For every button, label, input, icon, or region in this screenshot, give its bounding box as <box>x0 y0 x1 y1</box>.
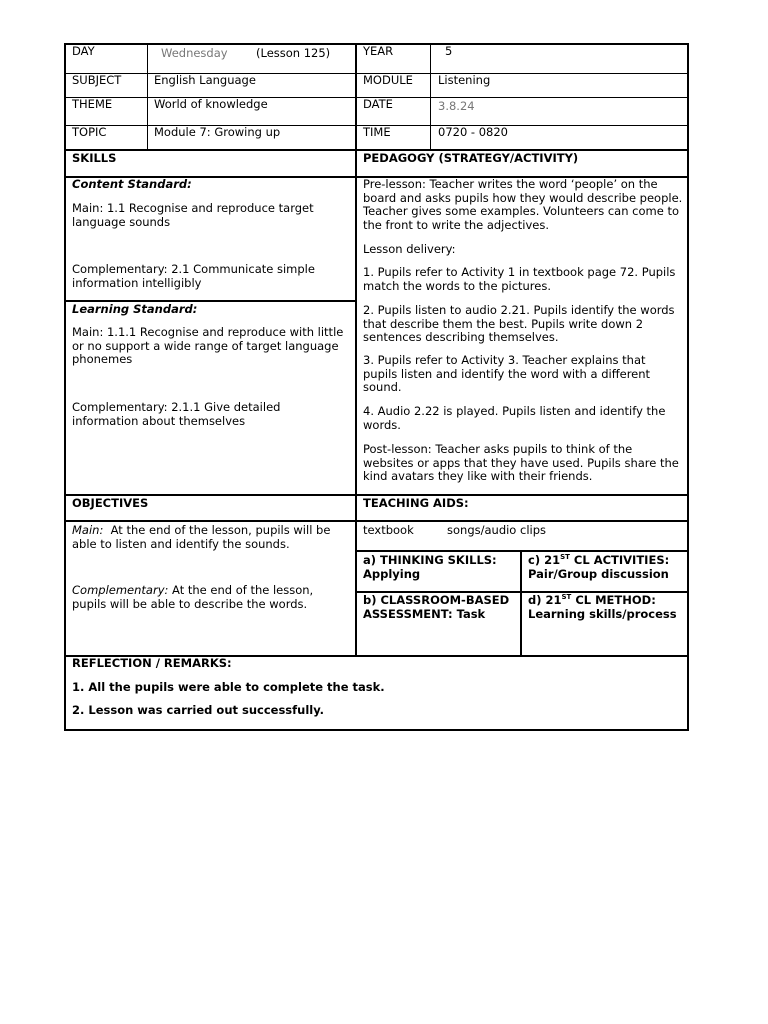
content-standard-main: Main: 1.1 Recognise and reproduce target language sounds <box>72 201 314 229</box>
cl-method-suffix: CL METHOD: <box>571 593 656 607</box>
grid-line <box>64 520 689 522</box>
grid-line <box>147 43 148 150</box>
year-label: YEAR <box>363 44 394 58</box>
learning-standard-main: Main: 1.1.1 Recognise and reproduce with little or no support a wide range of target language phonemes <box>72 325 344 366</box>
teaching-aids-heading: TEACHING AIDS: <box>363 496 469 510</box>
activity-step-1: 1. Pupils refer to Activity 1 in textbook page 72. Pupils match the words to the pictures. <box>363 265 676 293</box>
reflection-heading: REFLECTION / REMARKS: <box>72 656 232 670</box>
classroom-assessment-value: ASSESSMENT: Task <box>363 606 486 621</box>
subject-label: SUBJECT <box>72 73 122 87</box>
grid-line <box>430 43 431 150</box>
skills-heading: SKILLS <box>72 151 117 165</box>
objectives-heading: OBJECTIVES <box>72 496 149 510</box>
classroom-assessment-label: b) CLASSROOM-BASED <box>363 593 510 607</box>
objective-comp-text: At the end of the lesson, pupils will be able to describe the words. <box>72 583 314 611</box>
post-lesson-text: Post-lesson: Teacher asks pupils to think of the websites or apps that they have used. Pupils share the kind avatars they like with their friends. <box>363 442 679 483</box>
teaching-aid-audio: songs/audio clips <box>447 523 547 537</box>
content-standard-title: Content Standard: <box>72 177 192 191</box>
thinking-skills-box <box>363 554 518 581</box>
activity-step-2: 2. Pupils listen to audio 2.21. Pupils identify the words that describe them the best. Pupils write down 2 sentences describing themselves. <box>363 303 675 344</box>
cl-activities-prefix: c) 21 <box>528 553 561 567</box>
activity-step-4: 4. Audio 2.22 is played. Pupils listen and identify the words. <box>363 404 666 432</box>
cl-activities-sup: ST <box>560 553 570 562</box>
cl-method-sup: ST <box>561 593 572 602</box>
learning-standard-complementary: Complementary: 2.1.1 Give detailed information about themselves <box>72 400 281 428</box>
content-standard-complementary: Complementary: 2.1 Communicate simple information intelligibly <box>72 262 315 290</box>
classroom-assessment-box <box>363 594 518 621</box>
date-label: DATE <box>363 97 393 111</box>
reflection-item-2: 2. Lesson was carried out successfully. <box>72 703 325 717</box>
cl-method-value: Learning skills/process <box>528 606 677 621</box>
activity-step-3: 3. Pupils refer to Activity 3. Teacher explains that pupils listen and identify the word with a different sound. <box>363 353 651 394</box>
table-border-left <box>64 43 66 731</box>
table-border-right <box>687 43 689 731</box>
objective-main <box>72 524 350 551</box>
grid-line <box>355 43 357 657</box>
module-label: MODULE <box>363 73 413 87</box>
module-value: Listening <box>438 73 491 87</box>
day-value: Wednesday <box>161 46 228 60</box>
subject-value: English Language <box>154 73 256 87</box>
day-label: DAY <box>72 44 95 58</box>
theme-value: World of knowledge <box>154 97 268 111</box>
grid-line <box>356 550 689 552</box>
topic-label: TOPIC <box>72 125 107 139</box>
teaching-aid-textbook: textbook <box>363 523 414 537</box>
cl-method-prefix: d) 21 <box>528 593 562 607</box>
pre-lesson-text: Pre-lesson: Teacher writes the word ‘people’ on the board and asks pupils how they would describe people. Teacher gives some examples. Volunteers can come to the front to write the adjectives. <box>363 177 683 232</box>
reflection-item-1: 1. All the pupils were able to complete the task. <box>72 680 385 694</box>
learning-standard-title: Learning Standard: <box>72 302 198 316</box>
date-value: 3.8.24 <box>438 99 475 113</box>
pedagogy-heading: PEDAGOGY (STRATEGY/ACTIVITY) <box>363 151 579 165</box>
objective-main-label: Main: <box>72 523 104 537</box>
objective-complementary <box>72 584 350 611</box>
objective-comp-label: Complementary: <box>72 583 169 597</box>
thinking-skills-value: Applying <box>363 566 421 581</box>
time-value: 0720 - 0820 <box>438 125 508 139</box>
table-border-bottom <box>64 729 689 731</box>
lesson-number: (Lesson 125) <box>256 46 331 60</box>
cl-activities-value: Pair/Group discussion <box>528 566 669 581</box>
cl-method-box <box>528 594 686 621</box>
time-label: TIME <box>363 125 391 139</box>
cl-activities-suffix: CL ACTIVITIES: <box>569 553 670 567</box>
year-value: 5 <box>445 44 453 58</box>
lesson-delivery-label: Lesson delivery: <box>363 242 456 256</box>
grid-line <box>520 550 522 656</box>
theme-label: THEME <box>72 97 113 111</box>
objective-main-text: At the end of the lesson, pupils will be able to listen and identify the sounds. <box>72 523 331 551</box>
topic-value: Module 7: Growing up <box>154 125 281 139</box>
cl-activities-box <box>528 554 686 581</box>
thinking-skills-label: a) THINKING SKILLS: <box>363 553 497 567</box>
